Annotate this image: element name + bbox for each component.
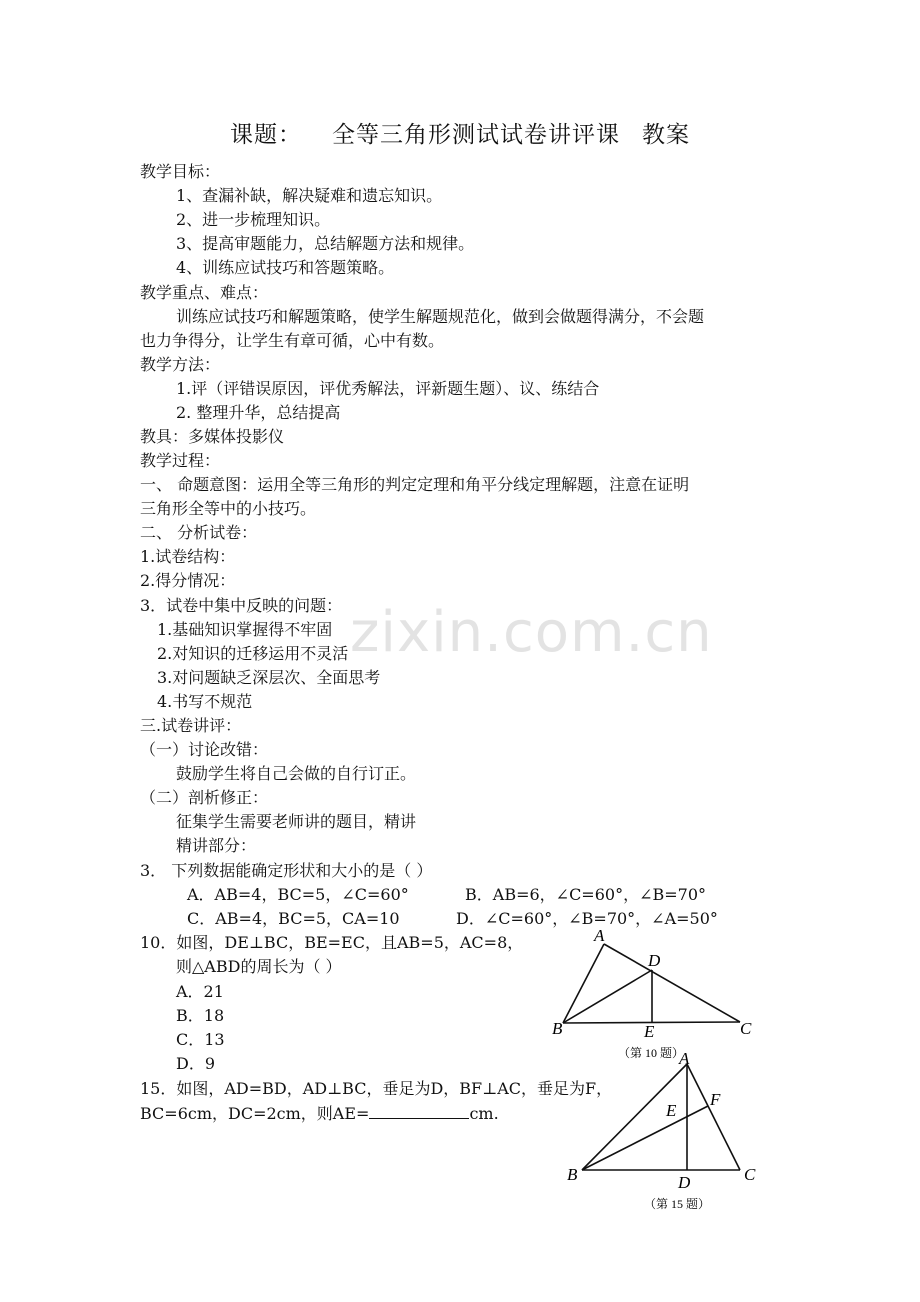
problem-item: 2.对知识的迁移运用不灵活: [157, 644, 349, 663]
problem-item: 1.基础知识掌握得不牢固: [157, 620, 333, 639]
q3-option-c: C．AB=4，BC=5，CA=10: [187, 909, 400, 928]
title-prefix: 课题：: [230, 122, 302, 148]
label-a: A: [679, 1050, 690, 1068]
method-item: 2. 整理升华，总结提高: [176, 403, 341, 422]
problem-item: 3.对问题缺乏深层次、全面思考: [157, 668, 381, 687]
q10-option: D．9: [176, 1054, 216, 1073]
question-10-stem-cont: 则△ABD的周长为（ ）: [176, 957, 342, 976]
label-b: B: [567, 1165, 578, 1184]
q3-option-a: A．AB=4，BC=5，∠C=60°: [187, 885, 409, 904]
segment-ac: [687, 1064, 740, 1170]
subsection-analyze: （二）剖析修正：: [140, 788, 269, 807]
title-suffix: 教案: [642, 122, 690, 148]
page-title: [0, 116, 920, 149]
analysis-item: 1.试卷结构：: [140, 547, 236, 566]
label-e: E: [644, 1022, 655, 1041]
key-points-line: 训练应试技巧和解题策略，使学生解题规范化，做到会做题得满分，不会题: [176, 307, 705, 326]
q10-option: A．21: [176, 982, 224, 1001]
goals-heading: 教学目标：: [140, 162, 221, 181]
subsection-text: 精讲部分：: [176, 836, 257, 855]
answer-blank[interactable]: [369, 1102, 469, 1119]
q15-unit: cm.: [469, 1104, 499, 1123]
problem-item: 4.书写不规范: [157, 692, 253, 711]
subsection-text: 征集学生需要老师讲的题目，精讲: [176, 812, 417, 831]
figure-q10: [540, 925, 770, 1065]
goal-item: 2、进一步梳理知识。: [176, 210, 331, 229]
subsection-text: 鼓励学生将自己会做的自行订正。: [176, 764, 417, 783]
watermark: zixin.com.cn: [350, 600, 713, 665]
analysis-item: 2.得分情况：: [140, 571, 236, 590]
label-f: F: [710, 1090, 721, 1109]
q15-given: BC=6cm，DC=2cm，则AE=: [140, 1104, 370, 1123]
q3-option-b: B．AB=6，∠C=60°，∠B=70°: [465, 885, 707, 904]
q10-option: C．13: [176, 1030, 225, 1049]
q3-option-d: D．∠C=60°，∠B=70°，∠A=50°: [456, 909, 718, 928]
label-c: C: [744, 1165, 756, 1184]
question-15-stem-cont: [140, 1102, 499, 1125]
method-item: 1.评（评错误原因，评优秀解法，评新题生题）、议、练结合: [176, 379, 600, 398]
question-15-stem: 15．如图，AD=BD，AD⊥BC，垂足为D，BF⊥AC，垂足为F，: [140, 1079, 613, 1098]
process-heading: 教学过程：: [140, 451, 221, 470]
section-intent-cont: 三角形全等中的小技巧。: [140, 499, 317, 518]
q10-option: B．18: [176, 1006, 225, 1025]
goal-item: 4、训练应试技巧和答题策略。: [176, 258, 395, 277]
subsection-discuss: （一）讨论改错：: [140, 740, 269, 759]
figure-caption: （第 10 题）: [618, 1046, 685, 1060]
label-b: B: [552, 1019, 563, 1038]
goal-item: 3、提高审题能力，总结解题方法和规律。: [176, 234, 475, 253]
methods-heading: 教学方法：: [140, 355, 221, 374]
figure-caption: （第 15 题）: [644, 1197, 711, 1211]
label-c: C: [740, 1019, 752, 1038]
tools-line: 教具：多媒体投影仪: [140, 427, 285, 446]
section-intent: 一、 命题意图：运用全等三角形的判定定理和角平分线定理解题，注意在证明: [140, 475, 690, 494]
figure-q15: [560, 1050, 770, 1215]
question-10-stem: 10．如图，DE⊥BC，BE=EC，且AB=5，AC=8，: [140, 933, 524, 952]
key-points-line: 也力争得分，让学生有章可循，心中有数。: [140, 331, 445, 350]
label-d: D: [648, 951, 661, 970]
key-points-heading: 教学重点、难点：: [140, 283, 269, 302]
section-analysis: 二、 分析试卷：: [140, 523, 258, 542]
section-review: 三.试卷讲评：: [140, 716, 242, 735]
segment-bf: [582, 1106, 708, 1170]
segment-ac: [604, 944, 740, 1022]
label-e: E: [666, 1101, 677, 1120]
goal-item: 1、查漏补缺，解决疑难和遗忘知识。: [176, 186, 443, 205]
title-main: 全等三角形测试试卷讲评课: [332, 122, 620, 148]
label-d: D: [678, 1173, 691, 1192]
question-3-stem: 3． 下列数据能确定形状和大小的是（ ）: [140, 861, 433, 880]
label-a: A: [594, 926, 605, 945]
analysis-item: 3．试卷中集中反映的问题：: [140, 596, 343, 615]
